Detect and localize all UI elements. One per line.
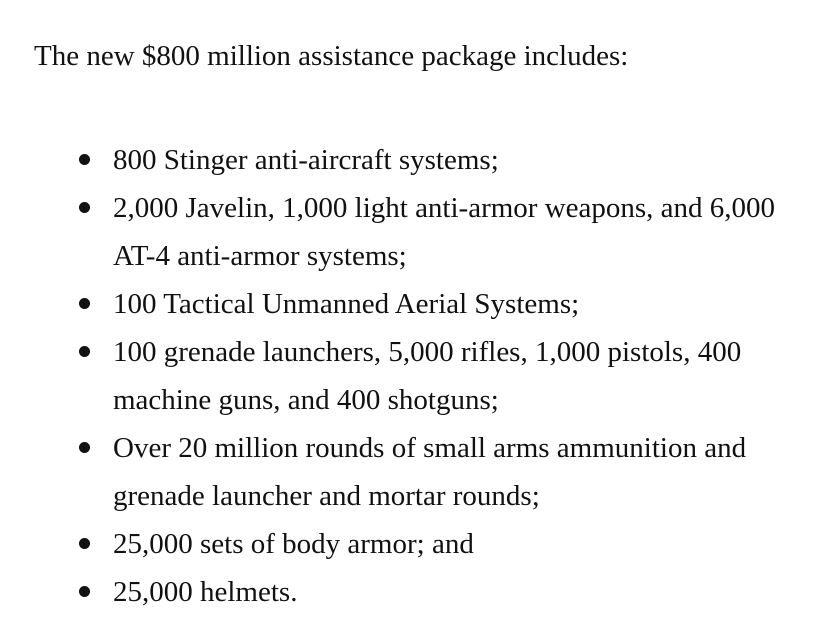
bullet-icon [79,298,90,309]
list-item [0,568,793,616]
list-item-text: Over 20 million rounds of small arms ammunition and grenade launcher and mortar rounds; [113,432,747,512]
package-list [0,136,793,616]
bullet-icon [79,538,90,549]
intro-text: The new $800 million assistance package includes: [34,40,629,72]
list-item [0,328,793,424]
list-item [0,184,793,280]
list-item-text: 2,000 Javelin, 1,000 light anti-armor weapons, and 6,000 AT-4 anti-armor systems; [113,192,776,272]
list-item [0,136,793,184]
bullet-icon [79,202,90,213]
list-item-text: 25,000 sets of body armor; and [113,528,474,560]
bullet-icon [79,154,90,165]
list-item-text: 100 Tactical Unmanned Aerial Systems; [113,288,580,320]
list-item-text: 100 grenade launchers, 5,000 rifles, 1,000 pistols, 400 machine guns, and 400 shotguns; [113,336,742,416]
list-item [0,520,793,568]
list-item-text: 800 Stinger anti-aircraft systems; [113,144,499,176]
bullet-icon [79,346,90,357]
list-item-text: 25,000 helmets. [113,576,298,608]
bullet-icon [79,442,90,453]
list-item [0,424,793,520]
list-item [0,280,793,328]
bullet-icon [79,586,90,597]
